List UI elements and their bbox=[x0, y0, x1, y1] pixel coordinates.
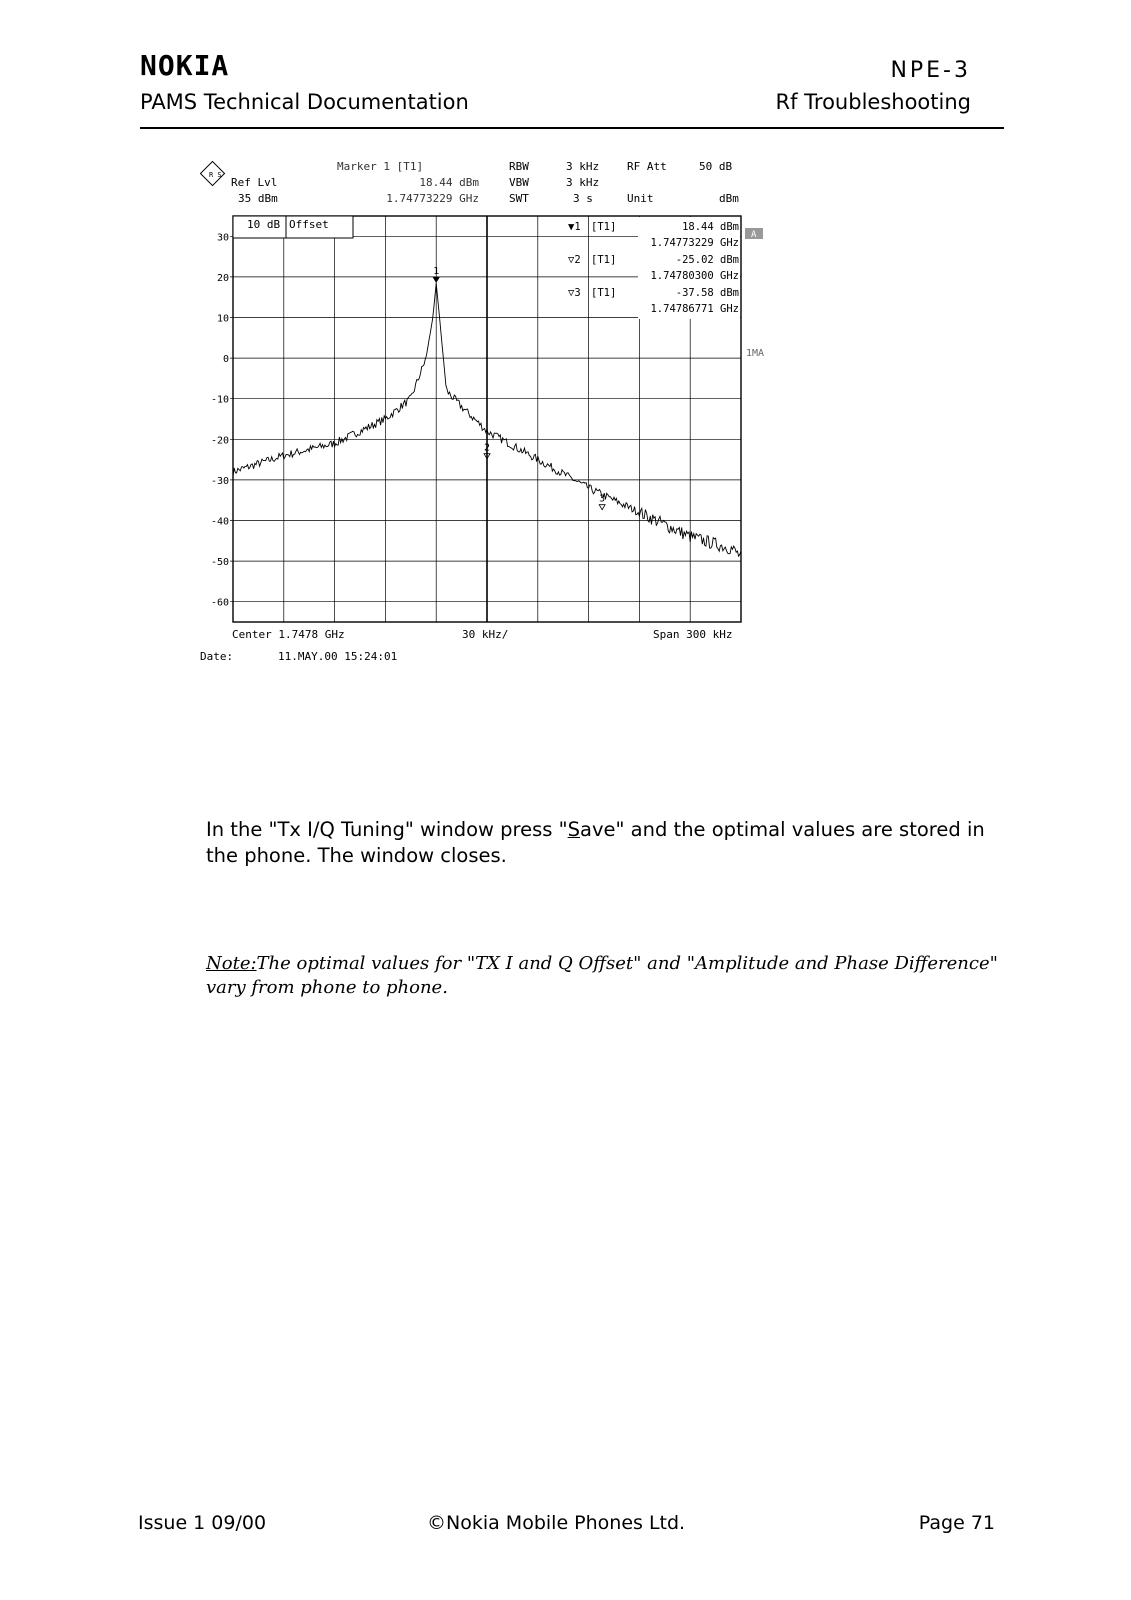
span: Span 300 kHz bbox=[653, 628, 733, 641]
trace-a-label: A bbox=[751, 230, 757, 240]
save-mnemonic: S bbox=[567, 818, 581, 841]
marker-tag: [T1] bbox=[591, 287, 617, 299]
note-label: Note: bbox=[206, 953, 257, 974]
rf-att-value: 50 dB bbox=[699, 160, 733, 173]
trace-markers bbox=[433, 266, 605, 509]
rbw-label: RBW bbox=[509, 160, 529, 173]
offset-db: 10 dB bbox=[247, 218, 281, 231]
y-tick-label: 10 bbox=[216, 313, 229, 325]
rbw-value: 3 kHz bbox=[566, 160, 600, 173]
trace-1ma-label: 1MA bbox=[746, 348, 765, 359]
note-paragraph bbox=[206, 952, 1006, 1000]
ref-level-value: 35 dBm bbox=[238, 192, 278, 205]
vbw-label: VBW bbox=[509, 176, 529, 189]
header-rule bbox=[140, 127, 1004, 129]
marker-frequency: 1.74780300 GHz bbox=[650, 270, 739, 282]
document-title: PAMS Technical Documentation bbox=[140, 90, 469, 114]
nokia-logo-text: NOKIA bbox=[140, 51, 230, 79]
marker-header-label: Marker 1 [T1] bbox=[337, 160, 424, 173]
y-tick-label: -20 bbox=[210, 435, 229, 447]
vbw-value: 3 kHz bbox=[566, 176, 600, 189]
marker-symbol: ▽2 bbox=[568, 254, 581, 266]
y-tick-label: -40 bbox=[210, 516, 229, 528]
nokia-logo bbox=[140, 51, 264, 79]
trace-marker-number: 3 bbox=[599, 493, 606, 505]
center-frequency: Center 1.7478 GHz bbox=[232, 628, 345, 641]
unit-label: Unit bbox=[627, 192, 654, 205]
issue-label: Issue 1 09/00 bbox=[138, 1512, 267, 1534]
marker-header-freq: 1.74773229 GHz bbox=[386, 192, 479, 205]
marker-level: -25.02 dBm bbox=[675, 254, 739, 266]
rf-att-label: RF Att bbox=[627, 160, 667, 173]
marker-tag: [T1] bbox=[591, 254, 617, 266]
trace-marker-number: 2 bbox=[484, 442, 491, 454]
ref-level-label: Ref Lvl bbox=[231, 176, 278, 189]
unit-value: dBm bbox=[719, 192, 739, 205]
copyright: ©Nokia Mobile Phones Ltd. bbox=[427, 1512, 686, 1534]
frequency-division: 30 kHz/ bbox=[462, 628, 509, 641]
marker-tag: [T1] bbox=[591, 221, 617, 233]
paragraph-prefix: In the "Tx I/Q Tuning" window press " bbox=[206, 818, 568, 841]
rohde-schwarz-icon bbox=[200, 161, 224, 185]
swt-value: 3 s bbox=[573, 192, 593, 205]
y-tick-label: -50 bbox=[210, 557, 229, 569]
page-number: Page 71 bbox=[918, 1512, 995, 1534]
y-tick-label: 30 bbox=[216, 232, 229, 244]
y-tick-label: -60 bbox=[210, 597, 229, 609]
marker-level: -37.58 dBm bbox=[675, 287, 739, 299]
note-text: The optimal values for "TX I and Q Offset" and "Amplitude and Phase Difference" vary from phone to phone. bbox=[206, 953, 998, 998]
section-title: Rf Troubleshooting bbox=[775, 90, 971, 114]
trace-marker bbox=[433, 277, 439, 282]
marker-symbol: ▼1 bbox=[568, 221, 581, 233]
svg-text:R S: R S bbox=[209, 171, 222, 179]
spectrum-analyzer-plot bbox=[200, 160, 800, 680]
marker-header-level: 18.44 dBm bbox=[419, 176, 479, 189]
marker-level: 18.44 dBm bbox=[682, 221, 739, 233]
marker-frequency: 1.74786771 GHz bbox=[650, 303, 739, 315]
y-tick-label: -30 bbox=[210, 475, 229, 487]
trace-marker bbox=[599, 505, 605, 510]
document-id: NPE-3 bbox=[890, 58, 971, 83]
instruction-paragraph bbox=[206, 817, 1006, 869]
date-label: Date: bbox=[200, 650, 234, 663]
y-tick-label: 20 bbox=[216, 272, 229, 284]
y-tick-label: -10 bbox=[210, 394, 229, 406]
y-tick-label: 0 bbox=[222, 354, 229, 366]
y-axis-ticks bbox=[211, 232, 229, 608]
marker-symbol: ▽3 bbox=[568, 287, 581, 299]
offset-label: Offset bbox=[289, 218, 329, 231]
trace-marker-number: 1 bbox=[433, 266, 440, 278]
date-value: 11.MAY.00 15:24:01 bbox=[278, 650, 398, 663]
marker-frequency: 1.74773229 GHz bbox=[650, 237, 739, 249]
swt-label: SWT bbox=[509, 192, 529, 205]
paragraph-suffix: ave" and the optimal values are stored in the phone. The window closes. bbox=[206, 818, 985, 867]
